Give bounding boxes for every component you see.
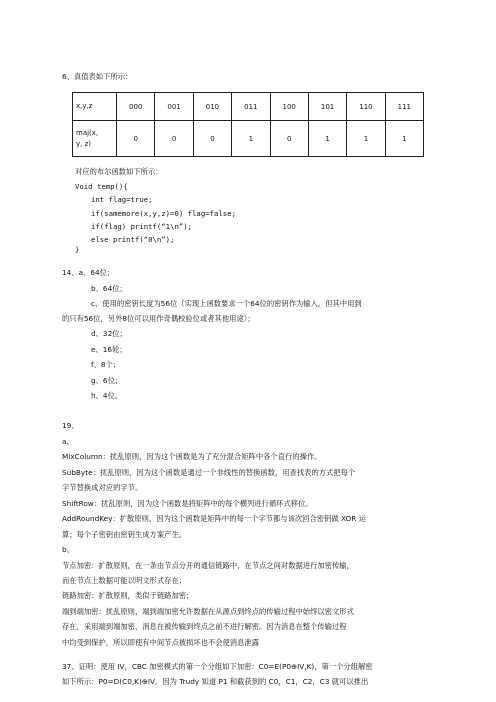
code-line: Void temp(){ xyxy=(75,182,128,191)
addroundkey-text-cont: 算；每个子密钥由密钥生成方案产生。 xyxy=(62,530,187,539)
q19-b: b、 xyxy=(62,545,74,554)
q14-a: 14、a、64位； xyxy=(62,268,115,277)
table-cell: 101 xyxy=(308,93,346,121)
table-cell: 1 xyxy=(347,121,385,157)
q14-d: d、32位； xyxy=(91,329,127,338)
end-to-end-text-cont: 存在，采用端到端加密，消息在被传输到终点之前不进行解密。因为消息在整个传输过程 xyxy=(62,622,347,631)
table-cell: 1 xyxy=(385,121,423,157)
table-cell: 110 xyxy=(347,93,385,121)
node-encryption-text-cont: 而在节点上数据可能以明文形式存在； xyxy=(62,576,187,585)
table-cell: 0 xyxy=(193,121,231,157)
table-cell: 011 xyxy=(232,93,270,121)
table-cell: 111 xyxy=(385,93,423,121)
maj-label-line2: y, z) xyxy=(76,139,91,148)
table-cell: x,y,z xyxy=(73,93,117,121)
code-line: int flag=true; xyxy=(91,195,153,204)
table-cell: 010 xyxy=(193,93,231,121)
truth-table-heading: 6、真值表如下所示： xyxy=(62,72,133,81)
q37-text: 37、证明：使用 IV，CBC 加密模式的第一个分组如下加密：C0=E(P0⊕IV,K)，第一个分组解密 xyxy=(62,662,373,671)
q14-b: b、64位； xyxy=(91,284,127,293)
q19-a: a、 xyxy=(62,437,74,446)
q14-f: f、8个； xyxy=(91,360,121,369)
table-cell xyxy=(73,121,117,157)
addroundkey-text: AddRoundKey：扩散原则，因为这个函数是矩阵中的每一个字节都与该次回合密钥做 XOR 运 xyxy=(62,514,366,523)
table-cell: 0 xyxy=(270,121,308,157)
subbyte-text-cont: 字节替换成对应的字节。 xyxy=(62,483,143,492)
table-cell: 001 xyxy=(155,93,193,121)
table-row xyxy=(73,121,424,157)
maj-label-line1: maj(x, xyxy=(76,128,99,137)
q14-g: g、6位； xyxy=(91,376,123,385)
table-cell: 1 xyxy=(232,121,270,157)
shiftrow-text: ShiftRow：扰乱原则，因为这个函数是将矩阵中的每个横列进行循环式移位。 xyxy=(62,499,313,508)
table-cell: 000 xyxy=(117,93,155,121)
q14-c: c、使用的密钥长度为56位（实现上函数要求一个64位的密钥作为输入，但其中用到 xyxy=(91,299,362,308)
mixcolumn-text: MixColumn：扰乱原则，因为这个函数是为了充分混合矩阵中各个直行的操作。 xyxy=(62,452,322,461)
subbyte-text: SubByte：扰乱原则，因为这个函数是通过一个非线性的替换函数，用查找表的方式把每个 xyxy=(62,468,356,477)
bool-intro: 对应的布尔函数如下所示： xyxy=(75,167,163,176)
end-to-end-text-cont2: 中均受到保护，所以即使有中间节点被损坏也不会使消息泄露 xyxy=(62,638,260,647)
table-cell: 100 xyxy=(270,93,308,121)
code-line: if(samemore(x,y,z)=0) flag=false; xyxy=(91,209,236,218)
table-row xyxy=(73,93,424,121)
q19-number: 19、 xyxy=(62,421,79,430)
table-cell: 0 xyxy=(117,121,155,157)
table-cell: 0 xyxy=(155,121,193,157)
node-encryption-text: 节点加密：扩散原则，在一条由节点分开的通信链路中，在节点之间对数据进行加密传输， xyxy=(62,561,354,570)
code-line: if(flag) printf(“1\n”); xyxy=(91,222,193,231)
q14-h: h、4位。 xyxy=(91,391,123,400)
end-to-end-text: 端到端加密：扰乱原则，端到端加密允许数据在从源点到终点的传输过程中始终以密文形式 xyxy=(62,607,354,616)
q14-e: e、16轮； xyxy=(91,345,127,354)
link-encryption-text: 链路加密：扩散原则，类似于链路加密； xyxy=(62,591,194,600)
table-cell: 1 xyxy=(308,121,346,157)
code-line: else printf(“0\n”); xyxy=(91,235,175,244)
q14-c-cont: 的只有56位，另外8位可以用作奇偶校验位或者其他用途）； xyxy=(62,314,255,323)
truth-table xyxy=(72,92,424,157)
q37-text-cont: 如下所示：P0=D(C0,K)⊕IV。因为 Trudy 知道 P1 和截获到的 C0，C1，C2，C3 就可以推出 xyxy=(62,677,369,686)
code-line: } xyxy=(75,245,80,254)
